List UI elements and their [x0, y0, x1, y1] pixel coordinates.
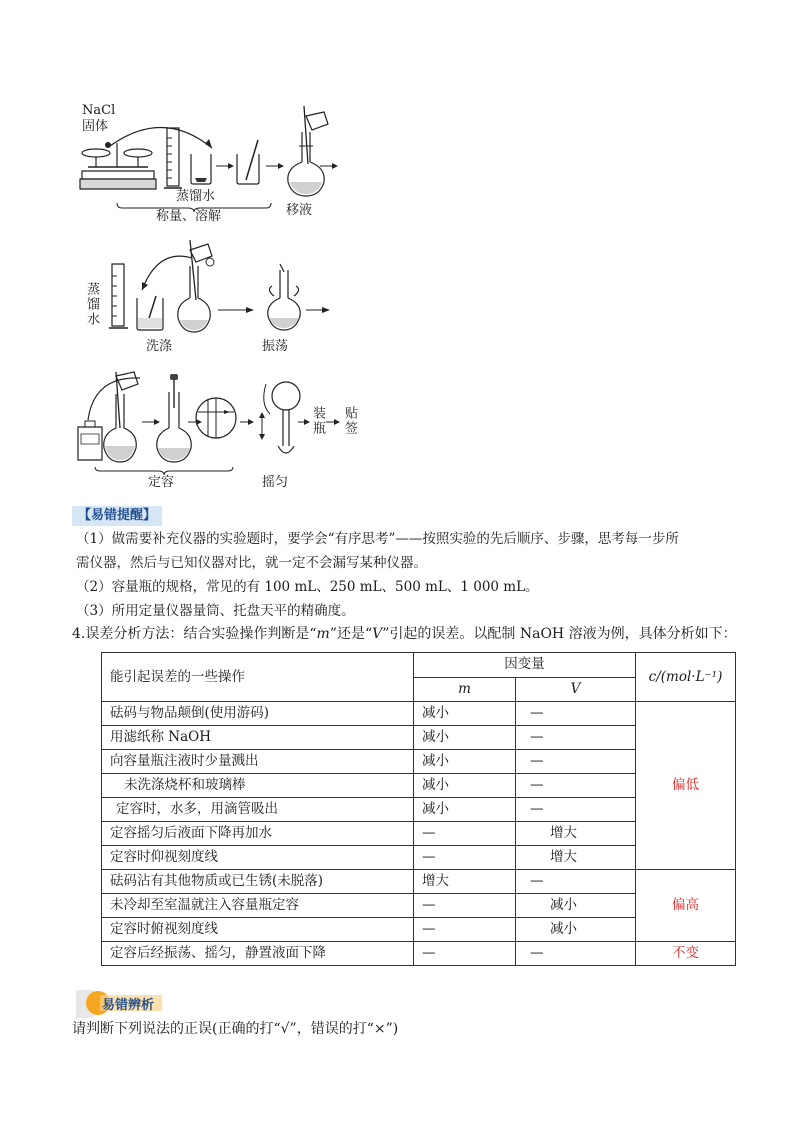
step-weigh-dissolve: 称量、溶解 — [156, 209, 222, 224]
arrow-icon — [218, 306, 254, 314]
arrow-icon — [326, 418, 340, 426]
wash-beaker-icon — [134, 296, 168, 332]
distilled-water-label: 蒸馏水 — [176, 189, 216, 204]
header-v: V — [516, 677, 636, 702]
wash-flask-icon — [176, 240, 226, 334]
arrow-icon — [266, 162, 284, 170]
cylinder-icon — [108, 262, 130, 332]
table-row: 定容时，水多，用滴管吸出 减小 — — [102, 798, 736, 822]
step-bottle: 装瓶 — [310, 406, 325, 436]
v-symbol: V — [372, 626, 383, 642]
meniscus-detail-icon — [194, 396, 238, 440]
step-shake: 振荡 — [262, 339, 289, 354]
tip-line-1: （1）做需要补充仪器的实验题时，要学会“有序思考”——按照实验的先后顺序、步骤，思考每一步所 — [76, 531, 679, 547]
table-row: 未洗涤烧杯和玻璃棒 减小 — — [102, 774, 736, 798]
nacl-label: NaCl — [82, 103, 116, 118]
table-row: 定容后经振荡、摇匀，静置液面下降 — — 不变 — [102, 942, 736, 966]
header-m: m — [414, 677, 516, 702]
header-variable: 因变量 — [414, 653, 636, 678]
judge-instruction: 请判断下列说法的正误(正确的打“√”，错误的打“×”) — [72, 1021, 399, 1037]
result-high: 偏高 — [636, 870, 736, 942]
table-row: 砝码沾有其他物质或已生锈(未脱落) 增大 — 偏高 — [102, 870, 736, 894]
table-row: 未冷却至室温就注入容量瓶定容 — 减小 — [102, 894, 736, 918]
step-transfer: 移液 — [286, 203, 313, 218]
shake-flask-icon — [262, 262, 306, 334]
section-4-heading: 4.误差分析方法：结合实验操作判断是“m”还是“V”引起的误差。以配制 NaOH 溶液为例，具体分析如下： — [72, 626, 737, 642]
tips-tag: 【易错提醒】 — [72, 506, 162, 526]
solid-label: 固体 — [82, 119, 109, 134]
m-symbol: m — [316, 626, 330, 642]
table-row: 用滤纸称 NaOH 减小 — — [102, 726, 736, 750]
table-row: 定容时俯视刻度线 — 减小 — [102, 918, 736, 942]
distilled-water-vertical: 蒸馏水 — [84, 282, 99, 327]
arrow-icon — [216, 162, 234, 170]
result-low: 偏低 — [636, 702, 736, 870]
tip-line-4: （3）所用定量仪器量筒、托盘天平的精确度。 — [76, 603, 355, 619]
table-row: 砝码与物品颠倒(使用游码) 减小 — 偏低 — [102, 702, 736, 726]
transfer-flask-icon — [284, 102, 334, 198]
result-same: 不变 — [636, 942, 736, 966]
arrow-icon — [320, 162, 338, 170]
step-volume: 定容 — [148, 475, 175, 490]
tip-line-2: 需仪器，然后与已知仪器对比，就一定不会漏写某种仪器。 — [76, 555, 427, 571]
stirring-beaker-icon — [234, 138, 264, 186]
arrow-icon — [240, 418, 254, 426]
step-mix: 摇匀 — [262, 475, 289, 490]
table-row: 向容量瓶注液时少量溅出 减小 — — [102, 750, 736, 774]
badge-text: 易错辨析 — [102, 998, 155, 1013]
error-analysis-badge — [76, 990, 194, 1018]
step-label: 贴签 — [342, 406, 357, 436]
arrow-icon — [306, 306, 330, 314]
arrow-icon — [298, 418, 310, 426]
beaker-icon — [188, 152, 214, 186]
error-analysis-table — [101, 652, 736, 966]
cylinder-icon — [162, 126, 186, 192]
invert-mix-icon — [256, 374, 304, 466]
table-row: 定容时仰视刻度线 — 增大 — [102, 846, 736, 870]
header-operation: 能引起误差的一些操作 — [102, 653, 414, 702]
tip-line-3: （2）容量瓶的规格，常见的有 100 mL、250 mL、500 mL、1 000 mL。 — [76, 579, 539, 595]
step-wash: 洗涤 — [146, 339, 173, 354]
table-row: 定容摇匀后液面下降再加水 — 增大 — [102, 822, 736, 846]
fill-flask-icon — [100, 368, 144, 464]
header-concentration: c/(mol·L⁻¹) — [636, 653, 736, 702]
